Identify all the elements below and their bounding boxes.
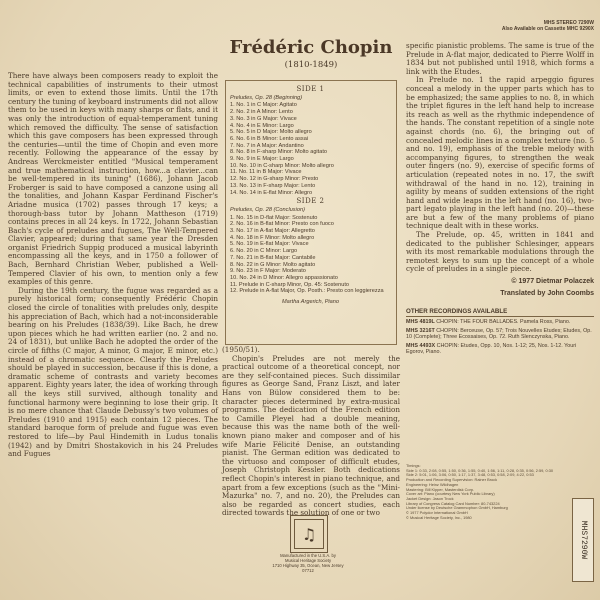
- composer-name: Frédéric Chopin: [229, 37, 393, 58]
- other-recording-item: MHS 4819L CHOPIN: THE FOUR BALLADES. Pamela Ross, Piano.: [406, 319, 571, 326]
- track-item: 3. No. 17 in A-flat Major: Allegretto: [230, 228, 315, 235]
- middle-paragraph-1: (1950/51).: [222, 345, 260, 354]
- track-item: 2. No. 2 in A Minor: Lento: [230, 109, 293, 116]
- track-item: 12. No. 12 in G-sharp Minor: Presto: [230, 176, 319, 183]
- track-item: 9. No. 23 in F Major: Moderato: [230, 268, 306, 275]
- barcode-label: MHS7290W: [579, 520, 588, 560]
- side-2-list: [230, 215, 391, 295]
- track-item: 11. Prelude in C-sharp Minor, Op. 45: Sostenuto: [230, 281, 349, 288]
- side-2-subtitle: Preludes, Op. 28 (Conclusion): [230, 206, 305, 213]
- track-item: 4. No. 4 in E Minor: Largo: [230, 122, 294, 129]
- barcode-sticker: [572, 498, 594, 582]
- other-recordings-heading: OTHER RECORDINGS AVAILABLE: [406, 308, 594, 317]
- title-block: [225, 38, 397, 70]
- track-item: 10. No. 24 in D Minor: Allegro appassionato: [230, 274, 338, 281]
- track-item: 10. No. 10 in C-sharp Minor: Molto allegro: [230, 162, 334, 169]
- track-item: 11. No. 11 in B Major: Vivace: [230, 169, 302, 176]
- middle-essay-column: [222, 346, 400, 518]
- right-paragraph-1: specific pianistic problems. The same is true of the Prelude in A-flat major, dedicated to Pierre Wolff in 1834 but not published until 1918, which forms a link with the Etudes.: [406, 41, 594, 76]
- label-logo: [290, 515, 328, 553]
- right-column: [406, 20, 594, 356]
- track-item: 14. No. 14 in E-flat Minor: Allegro: [230, 189, 313, 196]
- track-item: 6. No. 6 in B Minor: Lento assai: [230, 135, 309, 142]
- track-item: 3. No. 3 in G Major: Vivace: [230, 115, 297, 122]
- track-item: 6. No. 20 in C Minor: Largo: [230, 248, 298, 255]
- other-recording-item: MHS 4493X CHOPIN: Etudes, Opp. 10, Nos. 1-12; 25, Nos. 1-12. Youri Egorov, Piano.: [406, 342, 577, 356]
- left-essay-column: [8, 72, 218, 459]
- track-item: 9. No. 9 in E Major: Largo: [230, 156, 294, 163]
- track-item: 1. No. 1 in C Major: Agitato: [230, 102, 297, 109]
- right-paragraph-3: The Prelude, op. 45, written in 1841 and dedicated to the publisher Schlesinger, appears with its most remarkable modulations through the remotest keys to sum up the concept of a whole cycle of preludes in a single piece.: [406, 230, 594, 274]
- cassette-note: Also Available on Cassette MHC 9290X: [501, 26, 594, 32]
- side-2-heading: SIDE 2: [296, 197, 325, 206]
- composer-dates: (1810-1849): [284, 60, 338, 70]
- translator-credit: Translated by John Coombs: [500, 290, 594, 298]
- copyright-credit: © 1977 Dietmar Polaczek: [511, 278, 594, 286]
- manufacturer-credit: Manufactured in the U.S.A. by Musical Heritage Society 1710 Highway 35, Ocean, New Jersey 07712: [272, 553, 344, 573]
- technical-notes: Timings: Side 1: 0:33, 2:08, 0:55, 1:50, 0:36, 1:55, 0:40, 1:56, 1:11, 0:28, 0:35, 0:56, 2:59, 0:30 Side 2: 5:01, 1:06, 3:06, 0:50, 1:17, 1:37, 3:48, 0:53, 0:58, 2:09, 4:22, 0:53 Production and Recording Supervision: Rainer Brock Engineering: Heinz Wildhagen Mastering: Bill Kipper, Masterdisk Corp. Cover art: Piano (courtesy New York Public Library) Jacket Design: Jason Trock Library of Congress Catalog Card Number: 80-743224 Under license by Deutsche Grammophon GmbH, Hamburg © 1977 Polydor International GmbH © Musical Heritage Society, Inc., 1980: [406, 463, 554, 520]
- catalog-number: MHS STEREO 7290W: [543, 20, 594, 26]
- left-paragraph-2: During the 19th century, the fugue was regarded as a purely historical form; consequently Frédéric Chopin closed the circle of tonalities with preludes only, despite his appreciation of Bach, which had a not-inconsiderable bearing on his Preludes (1838/39). Like Bach, he drew upon pieces which he had written earlier (no. 2 and no. 24 of 1831), but unlike Bach he adopted the order of the circle of fifths (C major, A minor, G major, E minor, etc.) instead of a chromatic sequence. Clearly the Preludes should be played in succession, because if this is done, a dramatic scheme of contrasts and variety becomes apparent. Eighty years later, the idea of working through all the keys still survived, although tonality and functional harmony were beginning to lose their grip. It is no mere chance that Claude Debussy's two volumes of Preludes (1910 and 1915) each contain 12 pieces. The standard baroque form of prelude and fugue was even restored to life—by Paul Hindemith in Ludus tonalis (1942) and by Dmitri Shostakovich in his 24 Preludes and Fugues: [8, 285, 218, 459]
- track-item: 8. No. 22 in G Minor: Molto agitato: [230, 261, 316, 268]
- track-item: 8. No. 8 in F-sharp Minor: Molto agitato: [230, 149, 328, 156]
- middle-paragraph-2: Chopin's Preludes are not merely the practical outcome of a theoretical concept, nor are they self-contained pieces. Such dissimilar figures as George Sand, Franz Liszt, and later Hans von Bülow considered them to be: character pieces determined by extra-musical programs. The dedication of the French edition to Camille Pleyel had a double meaning, because this was the name both of the well-known piano maker and composer and of his wife Marie Félicité Denise, an outstanding pianist. The German edition was dedicated to the virtuoso and composer of difficult etudes, Joseph Christoph Kessler. Both dedications reflect Chopin's interest in piano technique, and apart from a few exceptions (such as the "Mini-Mazurka" no. 7, and no. 20), the Preludes can also be regarded as concert studies, each directed towards the solution of one or two: [222, 353, 400, 518]
- track-item: 5. No. 19 in E-flat Major: Vivace: [230, 241, 309, 248]
- track-item: 4. No. 18 in F Minor: Molto allegro: [230, 234, 315, 241]
- track-item: 2. No. 16 in B-flat Minor: Presto con fuoco: [230, 221, 334, 228]
- track-item: 1. No. 15 in D-flat Major: Sostenuto: [230, 214, 318, 221]
- track-item: 7. No. 21 in B-flat Major: Cantabile: [230, 254, 316, 261]
- track-item: 7. No. 7 in A Major: Andantino: [230, 142, 304, 149]
- track-item: 5. No. 5 in D Major: Molto allegro: [230, 129, 312, 136]
- performer-credit: Martha Argerich, Piano: [282, 299, 339, 306]
- lyre-icon: ♫: [301, 524, 317, 544]
- other-recording-item: MHS 3216T CHOPIN: Berceuse, Op. 57; Trois Nouvelles Etudes; Etudes, Op. 10 (Complete); Three Ecossaises, Op. 72. Ruth Slenczynska, Piano.: [406, 327, 592, 341]
- right-essay: [406, 42, 594, 274]
- track-item: 12. Prelude in A-flat Major, Op. Posth.: Presto con leggierezza: [230, 288, 384, 295]
- side-1-subtitle: Preludes, Op. 28 (Beginning): [230, 94, 303, 101]
- tracklist-box: [225, 80, 397, 345]
- side-1-heading: SIDE 1: [296, 85, 325, 93]
- side-1-list: [230, 102, 391, 196]
- right-paragraph-2: In Prelude no. 1 the rapid arpeggio figures conceal a melody in the upper parts which has to be emphasized; the same applies to no. 8, in which the triplet figures in the left hand help to increase its reach as well as the rhythmic independence of the hands. The constant repetition of a single note against chords (no. 6), the bringing out of concealed melodic lines in a complex texture (no. 5 and no. 19), emphasis of the treble melody with accompanying figures, to strengthen the weak outer fingers (no. 9), exercise of specific forms of articulation (repeated notes in no. 17, the swift withdrawal of the hand in no. 12), training in agility by means of sudden extensions of the right hand and wide leaps in the left hand (no. 16), two-part legato playing in the left hand (no. 20)—these are but a few of the many problems of piano technique dealt with in these works.: [406, 75, 594, 231]
- track-item: 13. No. 13 in F-sharp Major: Lento: [230, 182, 316, 189]
- left-paragraph-1: There have always been composers ready to exploit the technical capabilities of instruments to their utmost limits, or even to extend those limits. Until the 17th century the tuning of keyboard instruments did not allow them to be used in keys with many sharps or flats, and it was only the introduction of equal-temperament tuning which removed the difficulty. The sense of satisfaction which this gave composers has been expressed through the centuries—until the time of Chopin and even more recently. Following the appearance of the essay by Andreas Werckmeister entitled "Musical temperament and true mathematical instruction, how...a clavier...can be well-tempered in its tuning" (1686), Johann Jacob Froberger is said to have composed a canzone using all the tonalities, and Johann Kaspar Ferdinand Fischer's Ariadne musica (1702) passes through 17 keys; a thorough-bass tutor by Johann Mattheson (1719) contains preces in all 24 keys. In 1722, Johann Sebastian Bach's cycle of preludes and fugues, The Well-Tempered Clavier, appeared; during that same year the Dresden organist Friedrich Suppig produced a musical labyrinth encompassing all the keys, and in 1750 a follower of Bach, Bernhard Christian Weber, published a Well-Tempered Clavier of his own, to mention only a few examples of this genre.: [8, 71, 218, 287]
